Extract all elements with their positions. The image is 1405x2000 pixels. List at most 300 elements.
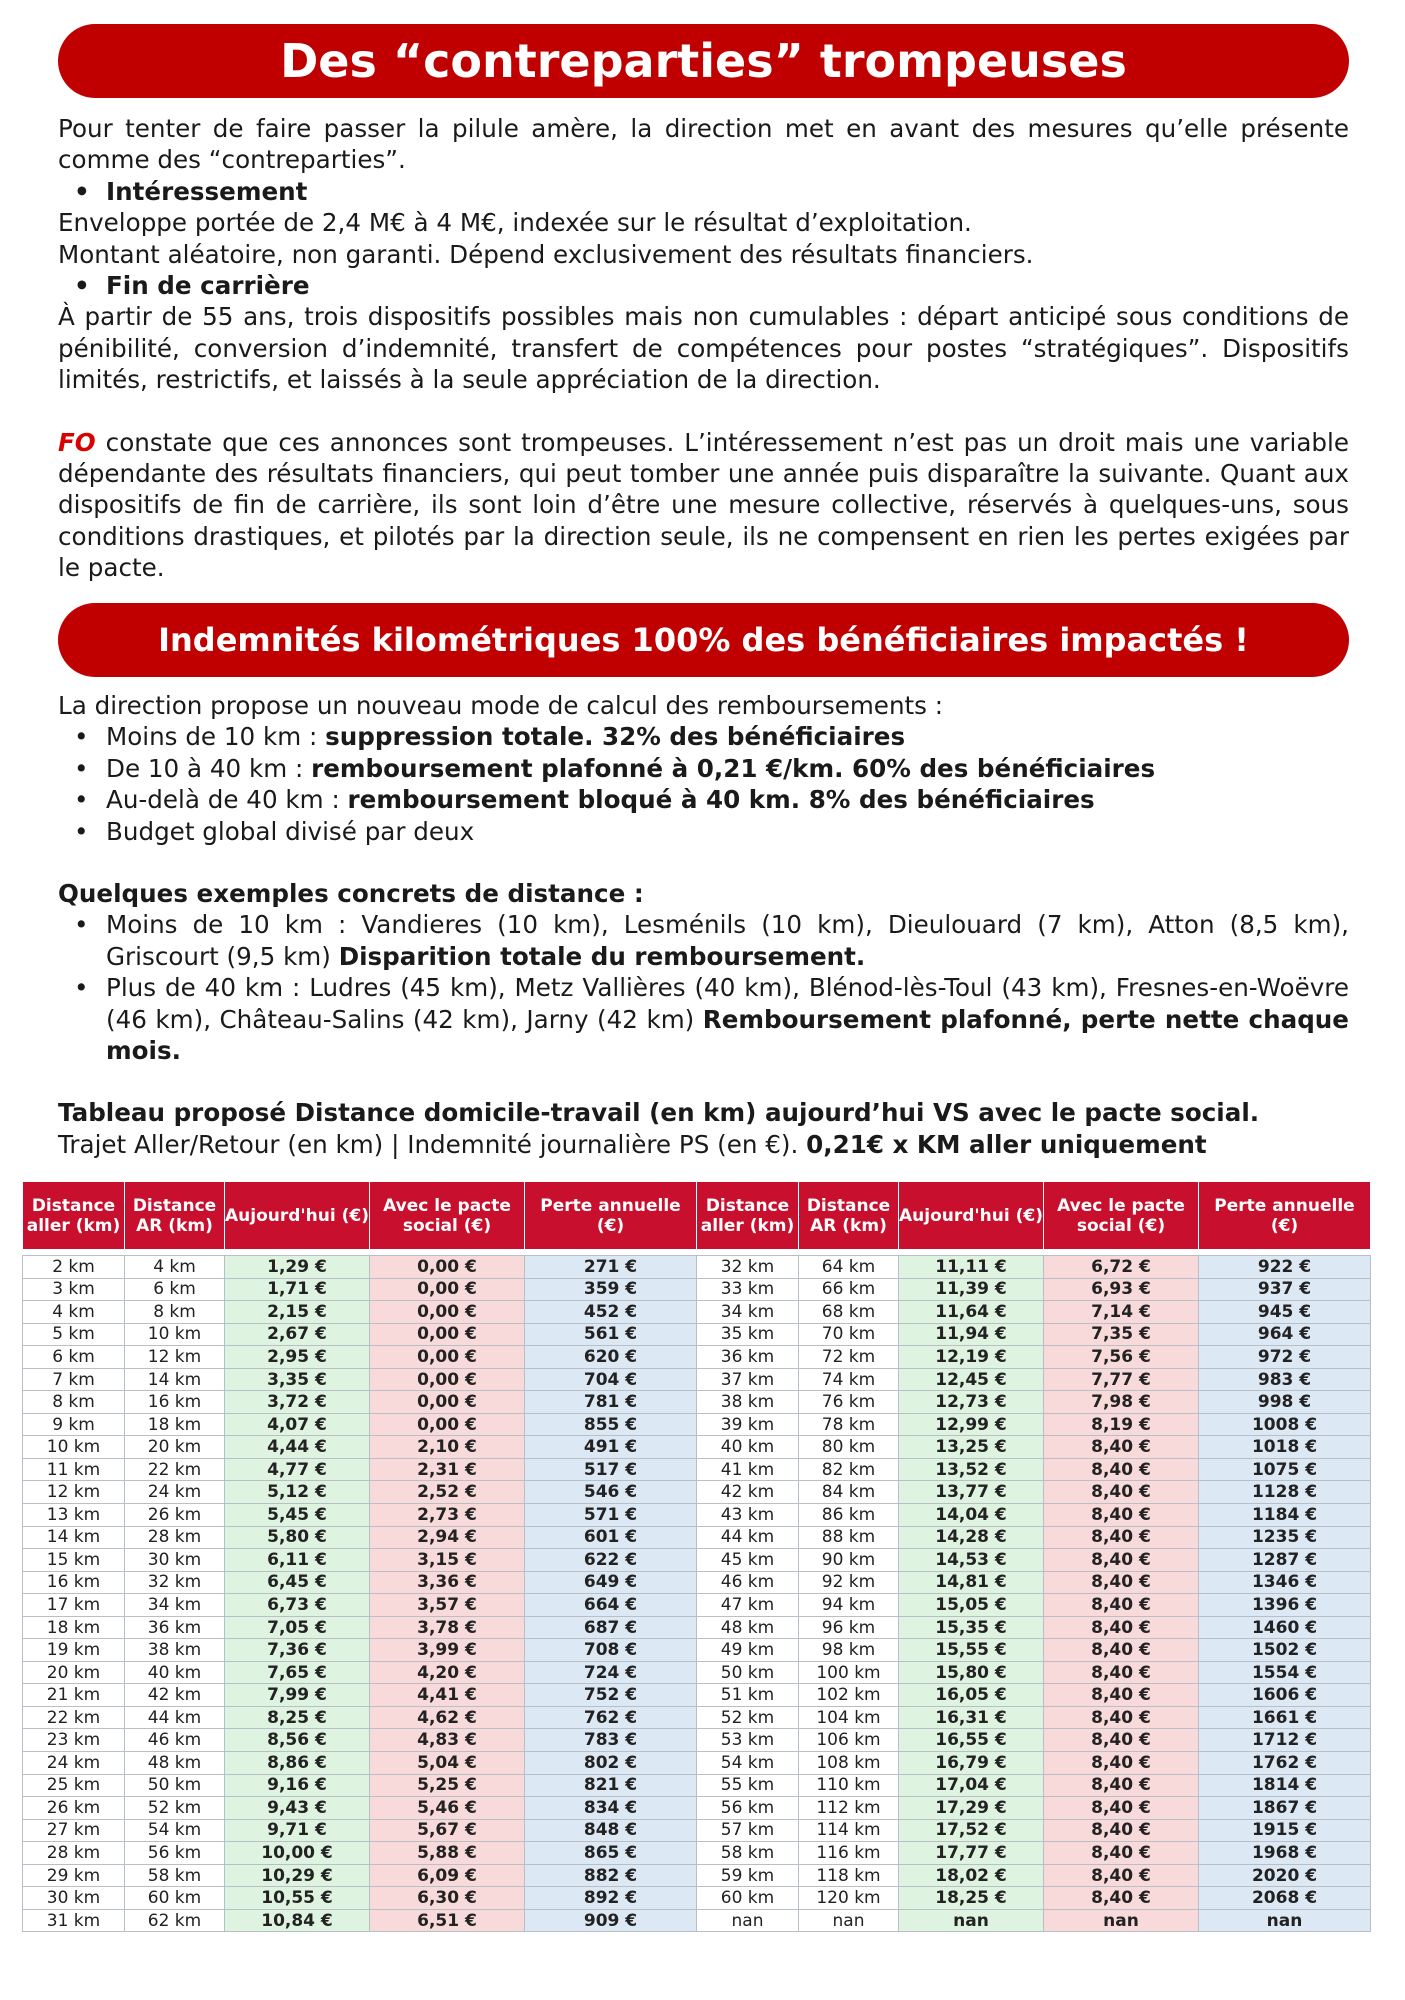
table-row: [23, 1752, 1371, 1775]
cell-distance-aller: 37 km: [697, 1368, 799, 1391]
intro-paragraph: Pour tenter de faire passer la pilule amère, la direction met en avant des mesures qu’elle présente comme des “contreparties”.: [58, 114, 1349, 175]
cell-pacte-social: 5,46 €: [370, 1797, 525, 1820]
cell-distance-ar: 76 km: [799, 1391, 899, 1414]
cell-aujourdhui: 14,04 €: [899, 1504, 1044, 1527]
cell-aujourdhui: 12,99 €: [899, 1413, 1044, 1436]
section-contreparties: [58, 113, 1349, 584]
cell-perte-annuelle: 1008 €: [1199, 1413, 1371, 1436]
cell-pacte-social: 3,78 €: [370, 1616, 525, 1639]
cell-aujourdhui: 11,94 €: [899, 1323, 1044, 1346]
cell-perte-annuelle: 937 €: [1199, 1278, 1371, 1301]
measure-item: • Moins de 10 km : suppression totale. 32% des bénéficiaires: [58, 721, 1349, 752]
cell-pacte-social: 2,94 €: [370, 1526, 525, 1549]
cell-distance-aller: 24 km: [23, 1752, 125, 1775]
cell-distance-ar: 112 km: [799, 1797, 899, 1820]
cell-distance-ar: 20 km: [125, 1436, 225, 1459]
cell-perte-annuelle: 752 €: [525, 1684, 697, 1707]
cell-perte-annuelle: 922 €: [1199, 1256, 1371, 1279]
cell-perte-annuelle: 1661 €: [1199, 1706, 1371, 1729]
col-header-pacte-social: Avec le pacte social (€): [370, 1182, 525, 1250]
cell-aujourdhui: 8,86 €: [225, 1752, 370, 1775]
cell-aujourdhui: 12,73 €: [899, 1391, 1044, 1414]
cell-perte-annuelle: 964 €: [1199, 1323, 1371, 1346]
cell-aujourdhui: 11,39 €: [899, 1278, 1044, 1301]
cell-aujourdhui: 16,79 €: [899, 1752, 1044, 1775]
cell-aujourdhui: 10,84 €: [225, 1909, 370, 1932]
cell-pacte-social: 8,40 €: [1044, 1774, 1199, 1797]
cell-perte-annuelle: 1554 €: [1199, 1661, 1371, 1684]
cell-perte-annuelle: 909 €: [525, 1909, 697, 1932]
cell-aujourdhui: 15,05 €: [899, 1594, 1044, 1617]
cell-distance-aller: 30 km: [23, 1887, 125, 1910]
cell-distance-ar: 18 km: [125, 1413, 225, 1436]
cell-pacte-social: 0,00 €: [370, 1391, 525, 1414]
cell-distance-ar: 108 km: [799, 1752, 899, 1775]
cell-perte-annuelle: 622 €: [525, 1549, 697, 1572]
cell-pacte-social: 5,04 €: [370, 1752, 525, 1775]
cell-pacte-social: 8,40 €: [1044, 1706, 1199, 1729]
cell-distance-ar: 24 km: [125, 1481, 225, 1504]
cell-pacte-social: 8,40 €: [1044, 1481, 1199, 1504]
cell-distance-aller: 21 km: [23, 1684, 125, 1707]
cell-perte-annuelle: 708 €: [525, 1639, 697, 1662]
cell-aujourdhui: 5,80 €: [225, 1526, 370, 1549]
cell-distance-ar: 12 km: [125, 1346, 225, 1369]
cell-distance-aller: 6 km: [23, 1346, 125, 1369]
cell-distance-ar: 86 km: [799, 1504, 899, 1527]
cell-perte-annuelle: 271 €: [525, 1256, 697, 1279]
cell-distance-aller: nan: [697, 1909, 799, 1932]
cell-aujourdhui: 18,02 €: [899, 1864, 1044, 1887]
cell-aujourdhui: 15,80 €: [899, 1661, 1044, 1684]
cell-pacte-social: 6,72 €: [1044, 1256, 1199, 1279]
indemnites-intro: La direction propose un nouveau mode de calcul des remboursements :: [58, 691, 944, 720]
cell-distance-ar: 102 km: [799, 1684, 899, 1707]
cell-aujourdhui: 14,53 €: [899, 1549, 1044, 1572]
cell-perte-annuelle: 855 €: [525, 1413, 697, 1436]
table-row: [23, 1864, 1371, 1887]
cell-perte-annuelle: 848 €: [525, 1819, 697, 1842]
cell-perte-annuelle: 972 €: [1199, 1346, 1371, 1369]
col-header-distance-aller: Distance aller (km): [23, 1182, 125, 1250]
cell-perte-annuelle: 945 €: [1199, 1301, 1371, 1324]
cell-distance-aller: 8 km: [23, 1391, 125, 1414]
cell-aujourdhui: 4,44 €: [225, 1436, 370, 1459]
cell-distance-aller: 53 km: [697, 1729, 799, 1752]
table-row: [23, 1391, 1371, 1414]
cell-distance-aller: 49 km: [697, 1639, 799, 1662]
col-header-pacte-social: Avec le pacte social (€): [1044, 1182, 1199, 1250]
cell-distance-aller: 41 km: [697, 1458, 799, 1481]
cell-distance-aller: 23 km: [23, 1729, 125, 1752]
cell-perte-annuelle: 1184 €: [1199, 1504, 1371, 1527]
table-row: [23, 1774, 1371, 1797]
cell-perte-annuelle: 1396 €: [1199, 1594, 1371, 1617]
cell-aujourdhui: 2,15 €: [225, 1301, 370, 1324]
cell-aujourdhui: 17,52 €: [899, 1819, 1044, 1842]
cell-perte-annuelle: 687 €: [525, 1616, 697, 1639]
cell-distance-ar: 92 km: [799, 1571, 899, 1594]
cell-perte-annuelle: 491 €: [525, 1436, 697, 1459]
cell-perte-annuelle: 1762 €: [1199, 1752, 1371, 1775]
cell-distance-ar: 78 km: [799, 1413, 899, 1436]
cell-pacte-social: 2,52 €: [370, 1481, 525, 1504]
cell-pacte-social: 3,57 €: [370, 1594, 525, 1617]
cell-aujourdhui: 10,55 €: [225, 1887, 370, 1910]
cell-distance-aller: 12 km: [23, 1481, 125, 1504]
cell-distance-ar: 54 km: [125, 1819, 225, 1842]
cell-aujourdhui: 12,19 €: [899, 1346, 1044, 1369]
cell-distance-ar: 90 km: [799, 1549, 899, 1572]
bullet-interessement: • Intéressement: [58, 176, 1349, 207]
cell-aujourdhui: 12,45 €: [899, 1368, 1044, 1391]
cell-aujourdhui: 8,56 €: [225, 1729, 370, 1752]
table-row: [23, 1458, 1371, 1481]
cell-pacte-social: 8,40 €: [1044, 1661, 1199, 1684]
cell-distance-ar: 44 km: [125, 1706, 225, 1729]
table-row: [23, 1706, 1371, 1729]
cell-pacte-social: 3,99 €: [370, 1639, 525, 1662]
cell-distance-ar: 50 km: [125, 1774, 225, 1797]
cell-aujourdhui: 1,29 €: [225, 1256, 370, 1279]
cell-pacte-social: 0,00 €: [370, 1278, 525, 1301]
cell-perte-annuelle: 1502 €: [1199, 1639, 1371, 1662]
cell-pacte-social: 7,98 €: [1044, 1391, 1199, 1414]
cell-perte-annuelle: 546 €: [525, 1481, 697, 1504]
table-row: [23, 1842, 1371, 1865]
cell-perte-annuelle: 704 €: [525, 1368, 697, 1391]
cell-distance-aller: 14 km: [23, 1526, 125, 1549]
cell-distance-aller: 40 km: [697, 1436, 799, 1459]
cell-aujourdhui: 17,29 €: [899, 1797, 1044, 1820]
cell-aujourdhui: 11,11 €: [899, 1256, 1044, 1279]
fin-de-carriere-text: À partir de 55 ans, trois dispositifs possibles mais non cumulables : départ anticipé sous conditions de pénibilité, conversion d’indemnité, transfert de compétences pour postes “stratégiques”. Dispositifs limités, restrictifs, et laissés à la seule appréciation de la direction.: [58, 302, 1349, 395]
cell-distance-ar: nan: [799, 1909, 899, 1932]
cell-perte-annuelle: 1287 €: [1199, 1549, 1371, 1572]
cell-distance-aller: 56 km: [697, 1797, 799, 1820]
col-header-aujourdhui: Aujourd'hui (€): [225, 1182, 370, 1250]
cell-aujourdhui: 9,71 €: [225, 1819, 370, 1842]
cell-distance-ar: 120 km: [799, 1887, 899, 1910]
cell-aujourdhui: 6,11 €: [225, 1549, 370, 1572]
cell-pacte-social: 8,40 €: [1044, 1819, 1199, 1842]
cell-distance-ar: 118 km: [799, 1864, 899, 1887]
table-row: [23, 1368, 1371, 1391]
cell-aujourdhui: 15,55 €: [899, 1639, 1044, 1662]
table-row: [23, 1819, 1371, 1842]
example-item: • Moins de 10 km : Vandieres (10 km), Lesménils (10 km), Dieulouard (7 km), Atton (8,5 km), Griscourt (9,5 km) Disparition totale du remboursement.: [58, 909, 1349, 972]
cell-distance-aller: 54 km: [697, 1752, 799, 1775]
measure-item: • De 10 à 40 km : remboursement plafonné à 0,21 €/km. 60% des bénéficiaires: [58, 753, 1349, 784]
cell-distance-aller: 26 km: [23, 1797, 125, 1820]
cell-pacte-social: 8,40 €: [1044, 1752, 1199, 1775]
cell-distance-aller: 32 km: [697, 1256, 799, 1279]
cell-distance-aller: 45 km: [697, 1549, 799, 1572]
cell-distance-aller: 31 km: [23, 1909, 125, 1932]
cell-aujourdhui: 13,25 €: [899, 1436, 1044, 1459]
cell-distance-aller: 3 km: [23, 1278, 125, 1301]
cell-pacte-social: 8,40 €: [1044, 1549, 1199, 1572]
measure-item: • Au-delà de 40 km : remboursement bloqué à 40 km. 8% des bénéficiaires: [58, 784, 1349, 815]
cell-distance-ar: 14 km: [125, 1368, 225, 1391]
cell-distance-ar: 64 km: [799, 1256, 899, 1279]
cell-perte-annuelle: 834 €: [525, 1797, 697, 1820]
cell-aujourdhui: 14,28 €: [899, 1526, 1044, 1549]
cell-distance-aller: 11 km: [23, 1458, 125, 1481]
cell-pacte-social: 3,36 €: [370, 1571, 525, 1594]
cell-aujourdhui: 17,04 €: [899, 1774, 1044, 1797]
cell-aujourdhui: 9,16 €: [225, 1774, 370, 1797]
table-title: Tableau proposé Distance domicile-travail (en km) aujourd’hui VS avec le pacte social.: [58, 1098, 1260, 1128]
cell-aujourdhui: 17,77 €: [899, 1842, 1044, 1865]
cell-distance-aller: 60 km: [697, 1887, 799, 1910]
cell-pacte-social: 4,20 €: [370, 1661, 525, 1684]
cell-distance-ar: 72 km: [799, 1346, 899, 1369]
cell-distance-aller: 10 km: [23, 1436, 125, 1459]
col-header-perte-annuelle: Perte annuelle (€): [1199, 1182, 1371, 1250]
cell-pacte-social: 4,62 €: [370, 1706, 525, 1729]
cell-perte-annuelle: 802 €: [525, 1752, 697, 1775]
cell-distance-aller: 47 km: [697, 1594, 799, 1617]
cell-perte-annuelle: 1968 €: [1199, 1842, 1371, 1865]
cell-perte-annuelle: 724 €: [525, 1661, 697, 1684]
cell-aujourdhui: 7,65 €: [225, 1661, 370, 1684]
cell-aujourdhui: 7,05 €: [225, 1616, 370, 1639]
cell-pacte-social: 7,14 €: [1044, 1301, 1199, 1324]
cell-aujourdhui: 10,00 €: [225, 1842, 370, 1865]
cell-distance-ar: 26 km: [125, 1504, 225, 1527]
cell-aujourdhui: 10,29 €: [225, 1864, 370, 1887]
cell-perte-annuelle: 1915 €: [1199, 1819, 1371, 1842]
col-header-distance-ar: Distance AR (km): [125, 1182, 225, 1250]
cell-distance-aller: 19 km: [23, 1639, 125, 1662]
cell-distance-aller: 51 km: [697, 1684, 799, 1707]
cell-distance-ar: 106 km: [799, 1729, 899, 1752]
cell-distance-ar: 28 km: [125, 1526, 225, 1549]
table-row: [23, 1301, 1371, 1324]
table-row: [23, 1346, 1371, 1369]
cell-perte-annuelle: 1018 €: [1199, 1436, 1371, 1459]
cell-distance-aller: 35 km: [697, 1323, 799, 1346]
cell-distance-aller: 27 km: [23, 1819, 125, 1842]
cell-pacte-social: 0,00 €: [370, 1256, 525, 1279]
cell-pacte-social: 0,00 €: [370, 1368, 525, 1391]
cell-distance-aller: 55 km: [697, 1774, 799, 1797]
cell-aujourdhui: 5,45 €: [225, 1504, 370, 1527]
cell-distance-aller: 44 km: [697, 1526, 799, 1549]
cell-perte-annuelle: 571 €: [525, 1504, 697, 1527]
cell-distance-aller: 13 km: [23, 1504, 125, 1527]
cell-pacte-social: 2,31 €: [370, 1458, 525, 1481]
cell-aujourdhui: 1,71 €: [225, 1278, 370, 1301]
cell-aujourdhui: 13,77 €: [899, 1481, 1044, 1504]
cell-perte-annuelle: 601 €: [525, 1526, 697, 1549]
cell-distance-aller: 46 km: [697, 1571, 799, 1594]
cell-distance-ar: 10 km: [125, 1323, 225, 1346]
table-row: [23, 1278, 1371, 1301]
cell-aujourdhui: 3,35 €: [225, 1368, 370, 1391]
cell-pacte-social: 7,56 €: [1044, 1346, 1199, 1369]
cell-distance-aller: 36 km: [697, 1346, 799, 1369]
cell-pacte-social: 0,00 €: [370, 1323, 525, 1346]
table-row: [23, 1436, 1371, 1459]
table-row: [23, 1616, 1371, 1639]
cell-distance-aller: 58 km: [697, 1842, 799, 1865]
cell-distance-aller: 50 km: [697, 1661, 799, 1684]
cell-perte-annuelle: 892 €: [525, 1887, 697, 1910]
cell-distance-ar: 58 km: [125, 1864, 225, 1887]
cell-pacte-social: 6,93 €: [1044, 1278, 1199, 1301]
indemnites-table: [22, 1181, 1371, 1932]
cell-distance-ar: 100 km: [799, 1661, 899, 1684]
table-row: [23, 1323, 1371, 1346]
bullet-fin-de-carriere: • Fin de carrière: [58, 270, 1349, 301]
table-row: [23, 1504, 1371, 1527]
cell-distance-ar: 84 km: [799, 1481, 899, 1504]
cell-pacte-social: 8,40 €: [1044, 1458, 1199, 1481]
table-row: [23, 1909, 1371, 1932]
cell-perte-annuelle: 664 €: [525, 1594, 697, 1617]
cell-aujourdhui: 2,95 €: [225, 1346, 370, 1369]
cell-pacte-social: 4,41 €: [370, 1684, 525, 1707]
cell-distance-ar: 70 km: [799, 1323, 899, 1346]
cell-perte-annuelle: 865 €: [525, 1842, 697, 1865]
cell-perte-annuelle: 762 €: [525, 1706, 697, 1729]
cell-aujourdhui: 16,31 €: [899, 1706, 1044, 1729]
table-row: [23, 1481, 1371, 1504]
cell-distance-ar: 104 km: [799, 1706, 899, 1729]
cell-distance-aller: 22 km: [23, 1706, 125, 1729]
table-row: [23, 1594, 1371, 1617]
cell-distance-ar: 4 km: [125, 1256, 225, 1279]
fo-text: constate que ces annonces sont trompeuses. L’intéressement n’est pas un droit mais une variable dépendante des résultats financiers, qui peut tomber une année puis disparaître la suivante. Quant aux dispositifs de fin de carrière, ils sont loin d’être une mesure collective, réservés à quelques-uns, sous conditions drastiques, et pilotés par la direction seule, ils ne compensent en rien les pertes exigées par le pacte.: [58, 427, 1349, 583]
cell-perte-annuelle: 1814 €: [1199, 1774, 1371, 1797]
cell-distance-ar: 40 km: [125, 1661, 225, 1684]
cell-distance-ar: 60 km: [125, 1887, 225, 1910]
cell-distance-aller: 15 km: [23, 1549, 125, 1572]
cell-pacte-social: 8,40 €: [1044, 1797, 1199, 1820]
cell-pacte-social: 8,40 €: [1044, 1594, 1199, 1617]
cell-perte-annuelle: 882 €: [525, 1864, 697, 1887]
cell-distance-aller: 39 km: [697, 1413, 799, 1436]
table-body: [23, 1250, 1371, 1932]
interessement-line-1: Enveloppe portée de 2,4 M€ à 4 M€, indexée sur le résultat d’exploitation.: [58, 208, 972, 238]
section-banner-contreparties: Des “contreparties” trompeuses: [58, 24, 1349, 98]
cell-distance-ar: 110 km: [799, 1774, 899, 1797]
cell-perte-annuelle: nan: [1199, 1909, 1371, 1932]
cell-perte-annuelle: 983 €: [1199, 1368, 1371, 1391]
cell-pacte-social: 8,40 €: [1044, 1504, 1199, 1527]
cell-perte-annuelle: 620 €: [525, 1346, 697, 1369]
cell-distance-aller: 59 km: [697, 1864, 799, 1887]
section-banner-indemnites: Indemnités kilométriques 100% des bénéficiaires impactés !: [58, 603, 1349, 677]
fo-paragraph: [58, 427, 1349, 584]
cell-distance-ar: 88 km: [799, 1526, 899, 1549]
cell-pacte-social: 0,00 €: [370, 1413, 525, 1436]
cell-perte-annuelle: 998 €: [1199, 1391, 1371, 1414]
cell-pacte-social: 8,40 €: [1044, 1842, 1199, 1865]
cell-distance-ar: 80 km: [799, 1436, 899, 1459]
cell-aujourdhui: 16,05 €: [899, 1684, 1044, 1707]
cell-aujourdhui: 4,07 €: [225, 1413, 370, 1436]
cell-distance-ar: 16 km: [125, 1391, 225, 1414]
cell-distance-ar: 116 km: [799, 1842, 899, 1865]
cell-pacte-social: 6,51 €: [370, 1909, 525, 1932]
cell-perte-annuelle: 2068 €: [1199, 1887, 1371, 1910]
table-row: [23, 1684, 1371, 1707]
cell-pacte-social: 8,40 €: [1044, 1526, 1199, 1549]
cell-distance-ar: 30 km: [125, 1549, 225, 1572]
cell-pacte-social: 2,73 €: [370, 1504, 525, 1527]
section-indemnites: [58, 690, 1349, 1160]
cell-aujourdhui: 16,55 €: [899, 1729, 1044, 1752]
cell-distance-aller: 28 km: [23, 1842, 125, 1865]
cell-perte-annuelle: 1460 €: [1199, 1616, 1371, 1639]
cell-distance-ar: 74 km: [799, 1368, 899, 1391]
col-header-perte-annuelle: Perte annuelle (€): [525, 1182, 697, 1250]
table-subtitle: Trajet Aller/Retour (en km) | Indemnité journalière PS (en €). 0,21€ x KM aller uniquement: [58, 1129, 1207, 1159]
cell-distance-ar: 48 km: [125, 1752, 225, 1775]
cell-aujourdhui: 3,72 €: [225, 1391, 370, 1414]
cell-distance-aller: 9 km: [23, 1413, 125, 1436]
cell-pacte-social: 5,88 €: [370, 1842, 525, 1865]
cell-aujourdhui: 4,77 €: [225, 1458, 370, 1481]
cell-pacte-social: 4,83 €: [370, 1729, 525, 1752]
cell-aujourdhui: 6,73 €: [225, 1594, 370, 1617]
cell-distance-ar: 32 km: [125, 1571, 225, 1594]
measure-item: • Budget global divisé par deux: [58, 816, 1349, 847]
cell-distance-ar: 82 km: [799, 1458, 899, 1481]
cell-distance-ar: 46 km: [125, 1729, 225, 1752]
table-row: [23, 1413, 1371, 1436]
cell-distance-aller: 25 km: [23, 1774, 125, 1797]
cell-perte-annuelle: 649 €: [525, 1571, 697, 1594]
cell-aujourdhui: 5,12 €: [225, 1481, 370, 1504]
interessement-line-2: Montant aléatoire, non garanti. Dépend exclusivement des résultats financiers.: [58, 239, 1034, 269]
cell-aujourdhui: 6,45 €: [225, 1571, 370, 1594]
cell-pacte-social: nan: [1044, 1909, 1199, 1932]
cell-pacte-social: 5,67 €: [370, 1819, 525, 1842]
cell-distance-ar: 96 km: [799, 1616, 899, 1639]
example-item: • Plus de 40 km : Ludres (45 km), Metz Vallières (40 km), Blénod-lès-Toul (43 km), Fresnes-en-Woëvre (46 km), Château-Salins (42 km), Jarny (42 km) Remboursement plafonné, perte nette chaque mois.: [58, 972, 1349, 1066]
cell-aujourdhui: 13,52 €: [899, 1458, 1044, 1481]
cell-distance-ar: 34 km: [125, 1594, 225, 1617]
cell-perte-annuelle: 359 €: [525, 1278, 697, 1301]
cell-distance-aller: 18 km: [23, 1616, 125, 1639]
cell-perte-annuelle: 1712 €: [1199, 1729, 1371, 1752]
cell-distance-aller: 20 km: [23, 1661, 125, 1684]
cell-distance-ar: 52 km: [125, 1797, 225, 1820]
cell-perte-annuelle: 1867 €: [1199, 1797, 1371, 1820]
fo-label: FO: [58, 427, 96, 457]
cell-perte-annuelle: 517 €: [525, 1458, 697, 1481]
cell-perte-annuelle: 561 €: [525, 1323, 697, 1346]
table-row: [23, 1549, 1371, 1572]
table-row: [23, 1526, 1371, 1549]
cell-perte-annuelle: 781 €: [525, 1391, 697, 1414]
cell-distance-aller: 16 km: [23, 1571, 125, 1594]
cell-distance-aller: 57 km: [697, 1819, 799, 1842]
cell-aujourdhui: 9,43 €: [225, 1797, 370, 1820]
cell-perte-annuelle: 1075 €: [1199, 1458, 1371, 1481]
table-row: [23, 1256, 1371, 1279]
cell-pacte-social: 8,40 €: [1044, 1864, 1199, 1887]
cell-pacte-social: 8,40 €: [1044, 1887, 1199, 1910]
cell-pacte-social: 8,40 €: [1044, 1684, 1199, 1707]
cell-distance-ar: 94 km: [799, 1594, 899, 1617]
table-row: [23, 1571, 1371, 1594]
cell-perte-annuelle: 783 €: [525, 1729, 697, 1752]
